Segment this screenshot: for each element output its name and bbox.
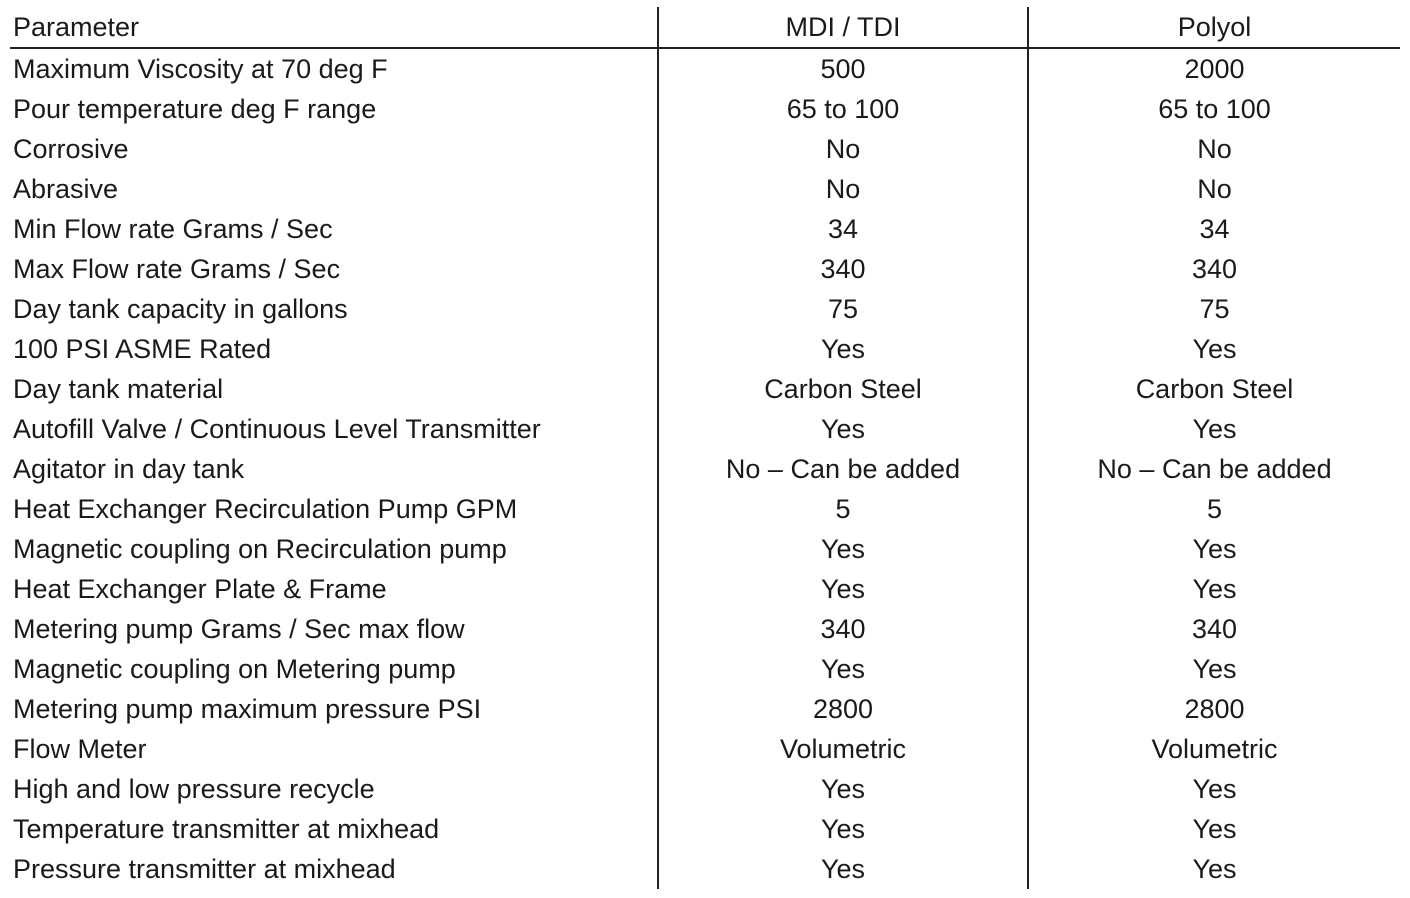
cell-parameter: Metering pump maximum pressure PSI xyxy=(13,694,482,724)
cell-polyol: No – Can be added xyxy=(1028,449,1400,489)
table-row xyxy=(10,729,1400,769)
table-body xyxy=(10,48,1400,889)
cell-polyol: 65 to 100 xyxy=(1028,89,1400,129)
table-row xyxy=(10,489,1400,529)
table-row xyxy=(10,289,1400,329)
cell-mdi-tdi: 5 xyxy=(658,489,1028,529)
table-header xyxy=(10,7,1400,48)
cell-parameter: Day tank material xyxy=(13,374,224,404)
table-row xyxy=(10,529,1400,569)
cell-parameter: High and low pressure recycle xyxy=(13,774,375,804)
cell-mdi-tdi: No xyxy=(658,129,1028,169)
cell-polyol: No xyxy=(1028,129,1400,169)
cell-parameter: Corrosive xyxy=(13,134,129,164)
table-row xyxy=(10,209,1400,249)
cell-mdi-tdi: No xyxy=(658,169,1028,209)
cell-polyol: Yes xyxy=(1028,809,1400,849)
cell-parameter: Magnetic coupling on Recirculation pump xyxy=(13,534,507,564)
cell-parameter: Day tank capacity in gallons xyxy=(13,294,348,324)
cell-polyol: 34 xyxy=(1028,209,1400,249)
cell-parameter: Pour temperature deg F range xyxy=(13,94,377,124)
cell-mdi-tdi: Yes xyxy=(658,849,1028,889)
table-row xyxy=(10,169,1400,209)
cell-mdi-tdi: 65 to 100 xyxy=(658,89,1028,129)
cell-mdi-tdi: 75 xyxy=(658,289,1028,329)
table-row xyxy=(10,609,1400,649)
table-row xyxy=(10,129,1400,169)
cell-mdi-tdi: Yes xyxy=(658,649,1028,689)
table-row xyxy=(10,449,1400,489)
header-polyol: Polyol xyxy=(1028,7,1400,48)
cell-mdi-tdi: 340 xyxy=(658,609,1028,649)
table-row xyxy=(10,769,1400,809)
cell-polyol: Yes xyxy=(1028,569,1400,609)
cell-polyol: No xyxy=(1028,169,1400,209)
header-parameter: Parameter xyxy=(10,7,658,48)
cell-polyol: Yes xyxy=(1028,329,1400,369)
cell-parameter: Heat Exchanger Recirculation Pump GPM xyxy=(13,494,518,524)
cell-parameter: Pressure transmitter at mixhead xyxy=(13,854,396,884)
cell-polyol: 5 xyxy=(1028,489,1400,529)
cell-polyol: Yes xyxy=(1028,769,1400,809)
table-row xyxy=(10,369,1400,409)
cell-polyol: Volumetric xyxy=(1028,729,1400,769)
cell-parameter: Metering pump Grams / Sec max flow xyxy=(13,614,465,644)
cell-polyol: Yes xyxy=(1028,529,1400,569)
cell-mdi-tdi: Yes xyxy=(658,529,1028,569)
cell-polyol: 2000 xyxy=(1028,48,1400,89)
cell-parameter: Temperature transmitter at mixhead xyxy=(13,814,440,844)
header-mdi-tdi: MDI / TDI xyxy=(658,7,1028,48)
cell-polyol: Carbon Steel xyxy=(1028,369,1400,409)
cell-parameter: Magnetic coupling on Metering pump xyxy=(13,654,456,684)
table-row xyxy=(10,809,1400,849)
table-row xyxy=(10,569,1400,609)
cell-parameter: Autofill Valve / Continuous Level Transmitter xyxy=(13,414,541,444)
cell-parameter: Flow Meter xyxy=(13,734,147,764)
cell-mdi-tdi: Volumetric xyxy=(658,729,1028,769)
cell-mdi-tdi: Yes xyxy=(658,409,1028,449)
cell-mdi-tdi: Yes xyxy=(658,569,1028,609)
cell-mdi-tdi: 2800 xyxy=(658,689,1028,729)
cell-polyol: Yes xyxy=(1028,409,1400,449)
cell-mdi-tdi: Yes xyxy=(658,769,1028,809)
cell-polyol: Yes xyxy=(1028,649,1400,689)
cell-mdi-tdi: Carbon Steel xyxy=(658,369,1028,409)
cell-mdi-tdi: No – Can be added xyxy=(658,449,1028,489)
cell-parameter: Maximum Viscosity at 70 deg F xyxy=(13,54,388,84)
cell-mdi-tdi: Yes xyxy=(658,329,1028,369)
cell-parameter: 100 PSI ASME Rated xyxy=(13,334,272,364)
cell-parameter: Abrasive xyxy=(13,174,119,204)
table-row xyxy=(10,48,1400,89)
cell-parameter: Max Flow rate Grams / Sec xyxy=(13,254,341,284)
cell-polyol: 75 xyxy=(1028,289,1400,329)
cell-polyol: 2800 xyxy=(1028,689,1400,729)
cell-mdi-tdi: 34 xyxy=(658,209,1028,249)
cell-parameter: Agitator in day tank xyxy=(13,454,245,484)
table-row xyxy=(10,649,1400,689)
cell-mdi-tdi: 340 xyxy=(658,249,1028,289)
cell-polyol: 340 xyxy=(1028,609,1400,649)
table-row xyxy=(10,849,1400,889)
table-row xyxy=(10,329,1400,369)
table-row xyxy=(10,249,1400,289)
cell-mdi-tdi: 500 xyxy=(658,48,1028,89)
header-row xyxy=(10,7,1400,48)
table-row xyxy=(10,689,1400,729)
cell-polyol: Yes xyxy=(1028,849,1400,889)
spec-table xyxy=(10,7,1400,889)
table-row xyxy=(10,89,1400,129)
cell-mdi-tdi: Yes xyxy=(658,809,1028,849)
cell-polyol: 340 xyxy=(1028,249,1400,289)
cell-parameter: Heat Exchanger Plate & Frame xyxy=(13,574,387,604)
table-row xyxy=(10,409,1400,449)
cell-parameter: Min Flow rate Grams / Sec xyxy=(13,214,333,244)
